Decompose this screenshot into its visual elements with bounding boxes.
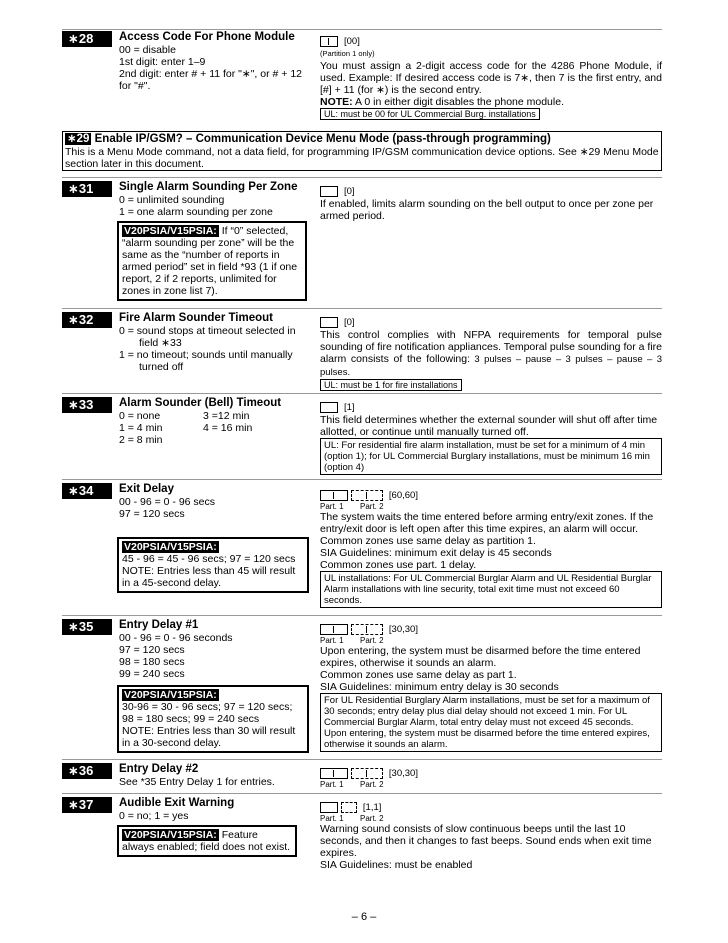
entry-box[interactable]: [320, 402, 338, 413]
entry-box-part1[interactable]: [320, 490, 348, 501]
v20-text: If “0” selected, “alarm sounding per zone” will be the same as the “number of reports in armed period” set in field *93 (1 if one report, 2 if 2 reports, unlimited for zones in zone list 7).: [122, 225, 298, 297]
option-line: 1st digit: enter 1–9: [119, 56, 206, 68]
field-description: [320, 185, 662, 222]
v20-text: 45 - 96 = 45 - 96 secs; 97 = 120 secs: [122, 553, 296, 565]
field-badge: ∗37: [62, 797, 112, 813]
field-description: [320, 801, 662, 871]
description-text: If enabled, limits alarm sounding on the bell output to once per zone per armed period.: [320, 198, 654, 222]
v20-text: NOTE: Entries less than 30 will result: [122, 725, 296, 737]
divider: [62, 308, 662, 309]
field-description: [320, 316, 662, 391]
option-line: 97 = 120 secs: [119, 644, 185, 656]
default-value: [60,60]: [388, 490, 418, 501]
entry-box-part2[interactable]: [351, 624, 383, 635]
option-line: 00 - 96 = 0 - 96 seconds: [119, 632, 233, 644]
description-text: The system waits the time entered before arming entry/exit zones. If the entry/exit door is left open after this time expires, an alarm will occur. Common zones use same delay as partition 1.: [320, 511, 654, 547]
option-line: for "#".: [119, 80, 151, 92]
divider: [62, 29, 662, 30]
entry-box-part2[interactable]: [341, 802, 357, 813]
default-value: [30,30]: [388, 624, 418, 635]
part-label: Part. 2: [360, 636, 384, 645]
entry-box-part2[interactable]: [351, 768, 383, 779]
field-36: [62, 763, 662, 793]
field-badge: ∗35: [62, 619, 112, 635]
ul-note: For UL Residential Burglary Alarm installations, must be set for a maximum of 30 seconds; entry delay plus dial delay should not exceed 1 min. For UL Commercial Burglar Alarm, total entry delay must not exceed 45 seconds. Upon entering, the system must be disarmed before the time entered expires, otherwise it sounds an alarm.: [320, 693, 662, 752]
field-options: [119, 619, 309, 680]
field-options: [119, 483, 309, 520]
option-line: 0 = unlimited sounding: [119, 194, 225, 206]
option-line: 00 - 96 = 0 - 96 secs: [119, 496, 216, 508]
v20-note: [117, 685, 309, 753]
ul-note: UL: must be 00 for UL Commercial Burg. installations: [320, 108, 540, 120]
field-options: [119, 397, 309, 446]
v20-text: 30-96 = 30 - 96 secs; 97 = 120 secs;: [122, 701, 293, 713]
part-label: Part. 1: [320, 780, 344, 789]
field-badge: ∗28: [62, 31, 112, 47]
entry-box[interactable]: [320, 317, 338, 328]
field-badge: ∗29: [67, 133, 90, 145]
part-label: Part. 2: [360, 502, 384, 511]
default-value: [1]: [344, 402, 355, 413]
option-line: 97 = 120 secs: [119, 508, 185, 520]
field-32: [62, 312, 662, 392]
field-title: Entry Delay #1: [119, 619, 199, 631]
part-label: Part. 1: [320, 814, 344, 823]
field-title: Exit Delay: [119, 483, 174, 495]
field-description: [320, 489, 662, 608]
field-badge: ∗34: [62, 483, 112, 499]
entry-box-part1[interactable]: [320, 802, 338, 813]
v20-note: [117, 825, 297, 857]
field-badge: ∗33: [62, 397, 112, 413]
field-options: [119, 763, 309, 788]
field-options: [119, 181, 309, 218]
field-28: [62, 31, 662, 127]
field-options: [119, 31, 309, 92]
divider: [62, 615, 662, 616]
option-line: turned off: [139, 361, 184, 373]
page-number: – 6 –: [351, 911, 377, 923]
field-badge: ∗36: [62, 763, 112, 779]
default-value: [0]: [344, 186, 355, 197]
note-text: A 0 in either digit disables the phone module.: [352, 96, 564, 108]
option-line: 98 = 180 secs: [119, 656, 185, 668]
v20-note: [117, 221, 307, 301]
field-description: [320, 623, 662, 752]
divider: [62, 479, 662, 480]
entry-box[interactable]: [320, 36, 338, 47]
option-line: 3 =12 min: [203, 410, 250, 422]
field-title: Alarm Sounder (Bell) Timeout: [119, 397, 282, 409]
option-line: 99 = 240 secs: [119, 668, 185, 680]
sia-guideline: SIA Guidelines: must be enabled: [320, 859, 473, 871]
partition-note: (Partition 1 only): [320, 49, 375, 58]
field-34: [62, 483, 662, 613]
field-29: [62, 131, 662, 171]
description-text: This is a Menu Mode command, not a data field, for programming IP/GSM communication device options. See ∗29 Menu Mode section later in this document.: [65, 146, 659, 170]
entry-box-part1[interactable]: [320, 624, 348, 635]
v20-label: V20PSIA/V15PSIA:: [124, 829, 217, 841]
field-badge: ∗31: [62, 181, 112, 197]
field-31: [62, 181, 662, 301]
description-detail: 3 pulses – pause – 3 pulses – pause – 3 pulses.: [320, 354, 662, 378]
field-title: Single Alarm Sounding Per Zone: [119, 181, 298, 193]
field-title: Enable IP/GSM? – Communication Device Menu Mode (pass-through programming): [91, 133, 551, 145]
field-37: [62, 797, 662, 877]
option-line: 00 = disable: [119, 44, 176, 56]
field-description: [320, 767, 662, 789]
ul-note: UL installations: For UL Commercial Burglar Alarm and UL Residential Burglar Alarm installations with line security, total exit time must not exceed 60 seconds.: [320, 571, 662, 608]
option-line: 0 = none: [119, 410, 161, 422]
option-line: 1 = 4 min: [119, 422, 163, 434]
field-options: [119, 797, 309, 822]
field-title: Fire Alarm Sounder Timeout: [119, 312, 273, 324]
description-text: This control complies with NFPA requirements for temporal pulse sounding of fire notification appliances. Temporal pulse sounding for a fire alarm consists of the following:: [320, 329, 662, 365]
option-line: 2nd digit: enter # + 11 for "∗", or # + 12: [119, 68, 303, 80]
part-label: Part. 2: [360, 780, 384, 789]
entry-box-part2[interactable]: [351, 490, 383, 501]
description-text: You must assign a 2-digit access code for the 4286 Phone Module, if used. Example: If desired access code is 7∗, then 7 is the first entry, and [#] + 11 (for ∗) is the second entry.: [320, 60, 662, 96]
v20-text: Feature always enabled; field does not exist.: [122, 829, 291, 853]
option-line: 0 = sound stops at timeout selected in: [119, 325, 296, 337]
v20-label: V20PSIA/V15PSIA:: [124, 225, 217, 237]
option-line: 2 = 8 min: [119, 434, 163, 446]
field-35: [62, 619, 662, 759]
divider: [62, 759, 662, 760]
ul-note: UL: must be 1 for fire installations: [320, 379, 462, 391]
v20-label: V20PSIA/V15PSIA:: [124, 541, 217, 553]
v20-note: [117, 537, 309, 593]
common-zones-note: Common zones use part. 1 delay.: [320, 559, 477, 571]
default-value: [0]: [344, 317, 355, 328]
v20-text: in a 45-second delay.: [122, 577, 222, 589]
option-line: 1 = one alarm sounding per zone: [119, 206, 273, 218]
field-badge: ∗32: [62, 312, 112, 328]
field-description: [320, 35, 662, 120]
entry-box-part1[interactable]: [320, 768, 348, 779]
field-options: [119, 312, 309, 373]
field-33: [62, 397, 662, 477]
sia-guideline: SIA Guidelines: minimum entry delay is 30 seconds: [320, 681, 559, 693]
field-title: Access Code For Phone Module: [119, 31, 295, 43]
option-line: 1 = no timeout; sounds until manually: [119, 349, 293, 361]
default-value: [30,30]: [388, 768, 418, 779]
field-title: Audible Exit Warning: [119, 797, 235, 809]
description-text: Warning sound consists of slow continuous beeps until the last 10 seconds, and then it changes to fast beeps. Sound ends when exit time expires.: [320, 823, 652, 859]
divider: [62, 793, 662, 794]
part-label: Part. 2: [360, 814, 384, 823]
v20-text: NOTE: Entries less than 45 will result: [122, 565, 296, 577]
note-label: NOTE:: [320, 96, 353, 108]
option-line: See *35 Entry Delay 1 for entries.: [119, 776, 275, 788]
field-29-content: [63, 132, 661, 171]
default-value: [1,1]: [362, 802, 382, 813]
entry-box[interactable]: [320, 186, 338, 197]
ul-note: UL: For residential fire alarm installation, must be set for a minimum of 4 min (option 1); for UL Commercial Burglary installations, must be minimum 16 min (option 4): [320, 438, 662, 475]
field-title: Entry Delay #2: [119, 763, 199, 775]
common-zones-note: Common zones use same delay as part 1.: [320, 669, 517, 681]
option-line: 4 = 16 min: [203, 422, 253, 434]
option-line: field ∗33: [139, 337, 182, 349]
v20-text: in a 30-second delay.: [122, 737, 222, 749]
v20-text: 98 = 180 secs; 99 = 240 secs: [122, 713, 260, 725]
part-label: Part. 1: [320, 502, 344, 511]
divider: [62, 177, 662, 178]
field-description: [320, 401, 662, 475]
part-label: Part. 1: [320, 636, 344, 645]
option-line: 0 = no; 1 = yes: [119, 810, 189, 822]
description-text: Upon entering, the system must be disarmed before the time entered expires, otherwise it sounds an alarm.: [320, 645, 641, 669]
default-value: [00]: [344, 36, 360, 47]
description-text: This field determines whether the external sounder will shut off after time allotted, or continue until manually turned off.: [320, 414, 658, 438]
divider: [62, 393, 662, 394]
v20-label: V20PSIA/V15PSIA:: [124, 689, 217, 701]
sia-guideline: SIA Guidelines: minimum exit delay is 45 seconds: [320, 547, 552, 559]
